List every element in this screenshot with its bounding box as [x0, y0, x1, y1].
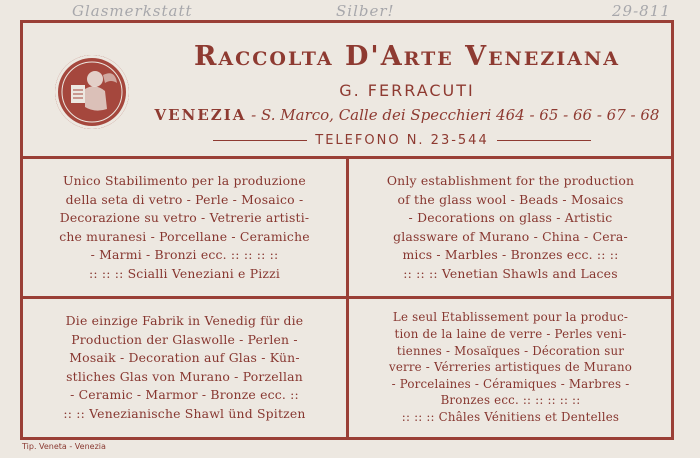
owner-name: G. FERRACUTI: [339, 81, 475, 100]
street-address: - S. Marco, Calle dei Specchieri 464 - 65 - 66 - 67 - 68: [251, 106, 660, 124]
panel-line: Mosaik - Decoration auf Glas - Kün-: [69, 350, 300, 365]
card-header: [23, 23, 671, 159]
panel-line: - Porcelaines - Céramiques - Marbres -: [391, 376, 630, 391]
rule-right: [497, 140, 591, 141]
panel-english: [349, 159, 672, 296]
phone-number: TELEFONO N. 23-544: [315, 132, 489, 148]
panel-line: che muranesi - Porcellane - Ceramiche: [59, 228, 310, 244]
printer-credit: Tip. Veneta - Venezia: [22, 442, 106, 451]
panel-line: verre - Vérreries artistiques de Murano: [388, 360, 633, 375]
pencil-note-left: Glasmerkstatt: [72, 2, 193, 20]
panel-line: Decorazione su vetro - Vetrerie artisti-: [59, 210, 310, 225]
panel-line: Production der Glaswolle - Perlen -: [71, 331, 298, 347]
panel-line: :: :: :: Scialli Veneziani e Pizzi: [88, 265, 281, 281]
panel-line: of the glass wool - Beads - Mosaics: [397, 191, 624, 207]
pencil-note-right: 29-811: [612, 2, 671, 20]
company-title: Raccolta D'Arte Veneziana: [193, 41, 621, 72]
rule-left: [213, 140, 307, 141]
city-name: VENEZIA: [154, 106, 247, 124]
panel-line: stliches Glas von Murano - Porzellan: [66, 368, 303, 384]
panel-line: glassware of Murano - China - Cera-: [393, 228, 628, 244]
business-card: [20, 20, 674, 440]
panel-line: tiennes - Mosaïques - Décoration sur: [396, 343, 625, 358]
panel-line: Die einzige Fabrik in Venedig für die: [65, 313, 304, 328]
panel-german: [23, 299, 346, 436]
panel-line: - Marmi - Bronzi ecc. :: :: :: ::: [90, 247, 279, 262]
panel-line: - Ceramic - Marmor - Bronze ecc. ::: [70, 387, 299, 402]
panel-line: Le seul Etablissement pour la produc-: [392, 310, 629, 325]
panel-line: - Decorations on glass - Artistic: [408, 210, 613, 225]
panel-line: Only establishment for the production: [386, 173, 635, 188]
panel-french: [349, 299, 672, 436]
panel-line: mics - Marbles - Bronzes ecc. :: ::: [402, 247, 619, 262]
panel-line: Unico Stabilimento per la produzione: [63, 173, 306, 188]
pencil-note-middle: Silber!: [336, 2, 395, 20]
panel-line: :: :: Venezianische Shawl ünd Spitzen: [63, 405, 306, 421]
phone-row: [213, 131, 591, 149]
panel-italian: [23, 159, 346, 296]
panel-line: Bronzes ecc. :: :: :: :: ::: [440, 393, 581, 408]
panel-line: della seta di vetro - Perle - Mosaico -: [65, 191, 304, 207]
address-line: [23, 106, 671, 124]
panel-line: tion de la laine de verre - Perles veni-: [394, 327, 627, 342]
panel-line: :: :: :: Châles Vénitiens et Dentelles: [401, 409, 620, 424]
panel-line: :: :: :: Venetian Shawls and Laces: [403, 265, 618, 281]
